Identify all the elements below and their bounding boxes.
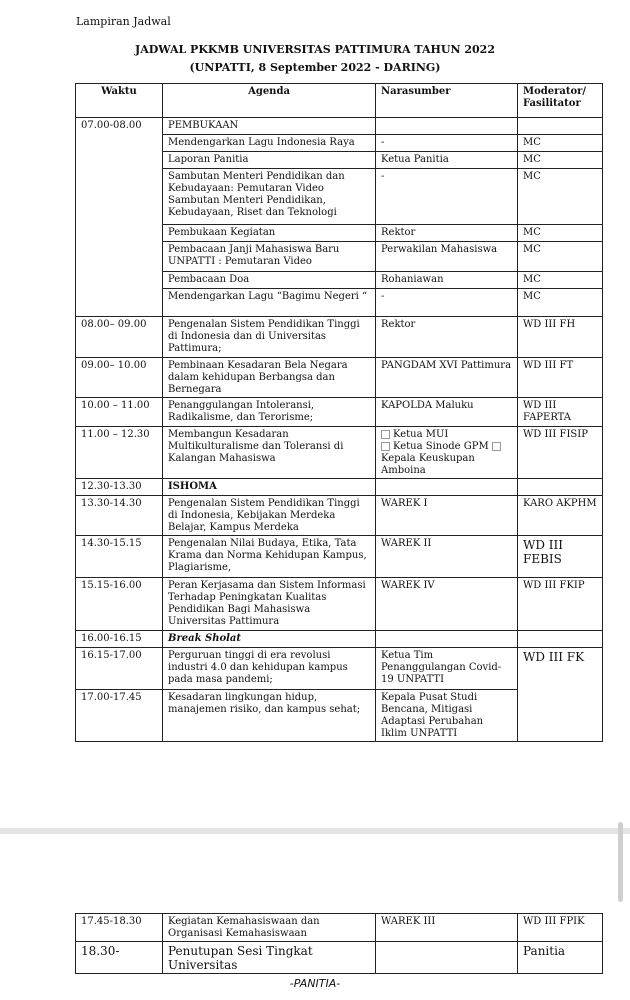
time-cell: 16.15-17.00 — [76, 648, 163, 690]
narasumber-cell: Rektor — [376, 225, 518, 242]
agenda-cell: Laporan Panitia — [163, 152, 376, 169]
time-cell: 14.30-15.15 — [76, 536, 163, 578]
moderator-cell: MC — [518, 225, 603, 242]
agenda-cell: Kesadaran lingkungan hidup, manajemen risiko, dan kampus sehat; — [163, 690, 376, 742]
narasumber-cell: Kepala Pusat Studi Bencana, Mitigasi Adaptasi Perubahan Iklim UNPATTI — [376, 690, 518, 742]
table-row — [76, 578, 603, 631]
table-row — [76, 914, 603, 942]
narasumber-item: Ketua MUI — [381, 429, 512, 441]
time-cell: 16.00-16.15 — [76, 631, 163, 648]
narasumber-cell: Rektor — [376, 317, 518, 358]
table-row — [76, 536, 603, 578]
agenda-cell: PEMBUKAAN — [163, 118, 376, 135]
narasumber-cell: - — [376, 169, 518, 225]
moderator-cell: WD III FK — [518, 648, 603, 742]
agenda-cell: Pembacaan Doa — [163, 272, 376, 289]
time-cell: 07.00-08.00 — [76, 118, 163, 317]
agenda-cell: Pembinaan Kesadaran Bela Negara dalam kehidupan Berbangsa dan Bernegara — [163, 358, 376, 398]
narasumber-item: Kepala Keuskupan Amboina — [381, 453, 475, 476]
agenda-cell: Penutupan Sesi Tingkat Universitas — [163, 942, 376, 974]
narasumber-item: Ketua Sinode GPM — [381, 441, 512, 453]
time-cell: 15.15-16.00 — [76, 578, 163, 631]
time-cell: 10.00 – 11.00 — [76, 398, 163, 427]
moderator-cell — [518, 118, 603, 135]
moderator-cell: MC — [518, 272, 603, 289]
agenda-cell: Perguruan tinggi di era revolusi industri 4.0 dan kehidupan kampus pada masa pandemi; — [163, 648, 376, 690]
table-row — [76, 942, 603, 974]
moderator-cell: WD III FAPERTA — [518, 398, 603, 427]
agenda-cell: ISHOMA — [163, 479, 376, 496]
narasumber-cell: WAREK II — [376, 536, 518, 578]
table-row — [76, 648, 603, 690]
narasumber-cell: - — [376, 289, 518, 317]
checkbox-icon — [381, 430, 390, 439]
col-header-moderator: Moderator/ Fasilitator — [518, 84, 603, 118]
table-row — [76, 358, 603, 398]
agenda-cell: Penanggulangan Intoleransi, Radikalisme, dan Terorisme; — [163, 398, 376, 427]
narasumber-cell: Ketua Tim Penanggulangan Covid-19 UNPATTI — [376, 648, 518, 690]
narasumber-cell: WAREK IV — [376, 578, 518, 631]
col-header-narasumber: Narasumber — [376, 84, 518, 118]
agenda-cell: Peran Kerjasama dan Sistem Informasi Terhadap Peningkatan Kualitas Pendidikan Bagi Mahasiswa Universitas Pattimura — [163, 578, 376, 631]
moderator-cell: WD III FH — [518, 317, 603, 358]
moderator-cell: WD III FT — [518, 358, 603, 398]
agenda-cell: Pembacaan Janji Mahasiswa Baru UNPATTI : Pemutaran Video — [163, 242, 376, 272]
table-row — [76, 496, 603, 536]
narasumber-cell: Rohaniawan — [376, 272, 518, 289]
schedule-table — [75, 83, 603, 742]
moderator-cell: MC — [518, 289, 603, 317]
table-row — [76, 118, 603, 135]
scrollbar-thumb[interactable] — [618, 822, 623, 902]
agenda-cell: Membangun Kesadaran Multikulturalisme dan Toleransi di Kalangan Mahasiswa — [163, 427, 376, 479]
narasumber-cell: WAREK I — [376, 496, 518, 536]
narasumber-cell: PANGDAM XVI Pattimura — [376, 358, 518, 398]
checkbox-icon — [492, 442, 501, 451]
document-title: JADWAL PKKMB UNIVERSITAS PATTIMURA TAHUN 2022 — [135, 43, 495, 56]
moderator-cell — [518, 479, 603, 496]
moderator-cell: Panitia — [518, 942, 603, 974]
narasumber-cell — [376, 427, 518, 479]
narasumber-cell: Ketua Panitia — [376, 152, 518, 169]
col-header-agenda: Agenda — [163, 84, 376, 118]
time-cell: 13.30-14.30 — [76, 496, 163, 536]
moderator-cell: KARO AKPHM — [518, 496, 603, 536]
narasumber-cell: Perwakilan Mahasiswa — [376, 242, 518, 272]
agenda-cell: Kegiatan Kemahasiswaan dan Organisasi Kemahasiswaan — [163, 914, 376, 942]
lampiran-label: Lampiran Jadwal — [76, 15, 171, 28]
narasumber-cell — [376, 942, 518, 974]
narasumber-cell — [376, 479, 518, 496]
agenda-cell: Mendengarkan Lagu Indonesia Raya — [163, 135, 376, 152]
moderator-cell: MC — [518, 135, 603, 152]
agenda-cell: Pengenalan Nilai Budaya, Etika, Tata Krama dan Norma Kehidupan Kampus, Plagiarisme, — [163, 536, 376, 578]
agenda-cell: Break Sholat — [163, 631, 376, 648]
agenda-cell: Pengenalan Sistem Pendidikan Tinggi di Indonesia dan di Universitas Pattimura; — [163, 317, 376, 358]
time-cell: 09.00– 10.00 — [76, 358, 163, 398]
time-cell: 18.30- — [76, 942, 163, 974]
col-header-waktu: Waktu — [76, 84, 163, 118]
moderator-cell: WD III FKIP — [518, 578, 603, 631]
narasumber-cell — [376, 631, 518, 648]
agenda-cell: Sambutan Menteri Pendidikan dan Kebudayaan: Pemutaran Video Sambutan Menteri Pendidikan, Kebudayaan, Riset dan Teknologi — [163, 169, 376, 225]
moderator-cell: MC — [518, 152, 603, 169]
narasumber-cell: WAREK III — [376, 914, 518, 942]
table-row — [76, 479, 603, 496]
moderator-cell: WD III FEBIS — [518, 536, 603, 578]
footer-signature: -PANITIA- — [289, 977, 341, 990]
document-subtitle: (UNPATTI, 8 September 2022 - DARING) — [189, 61, 441, 74]
time-cell: 17.00-17.45 — [76, 690, 163, 742]
moderator-cell — [518, 631, 603, 648]
table-header-row — [76, 84, 603, 118]
agenda-cell: Pengenalan Sistem Pendidikan Tinggi di Indonesia, Kebijakan Merdeka Belajar, Kampus Merdeka — [163, 496, 376, 536]
checkbox-icon — [381, 442, 390, 451]
table-row — [76, 398, 603, 427]
moderator-cell: WD III FISIP — [518, 427, 603, 479]
table-row — [76, 631, 603, 648]
narasumber-cell: - — [376, 135, 518, 152]
moderator-cell: MC — [518, 242, 603, 272]
table-row — [76, 317, 603, 358]
time-cell: 11.00 – 12.30 — [76, 427, 163, 479]
agenda-cell: Mendengarkan Lagu “Bagimu Negeri “ — [163, 289, 376, 317]
narasumber-cell — [376, 118, 518, 135]
page-break-divider — [0, 828, 630, 834]
narasumber-cell: KAPOLDA Maluku — [376, 398, 518, 427]
time-cell: 12.30-13.30 — [76, 479, 163, 496]
schedule-table-continued — [75, 913, 603, 974]
time-cell: 17.45-18.30 — [76, 914, 163, 942]
agenda-cell: Pembukaan Kegiatan — [163, 225, 376, 242]
table-row — [76, 427, 603, 479]
moderator-cell: WD III FPIK — [518, 914, 603, 942]
time-cell: 08.00– 09.00 — [76, 317, 163, 358]
moderator-cell: MC — [518, 169, 603, 225]
